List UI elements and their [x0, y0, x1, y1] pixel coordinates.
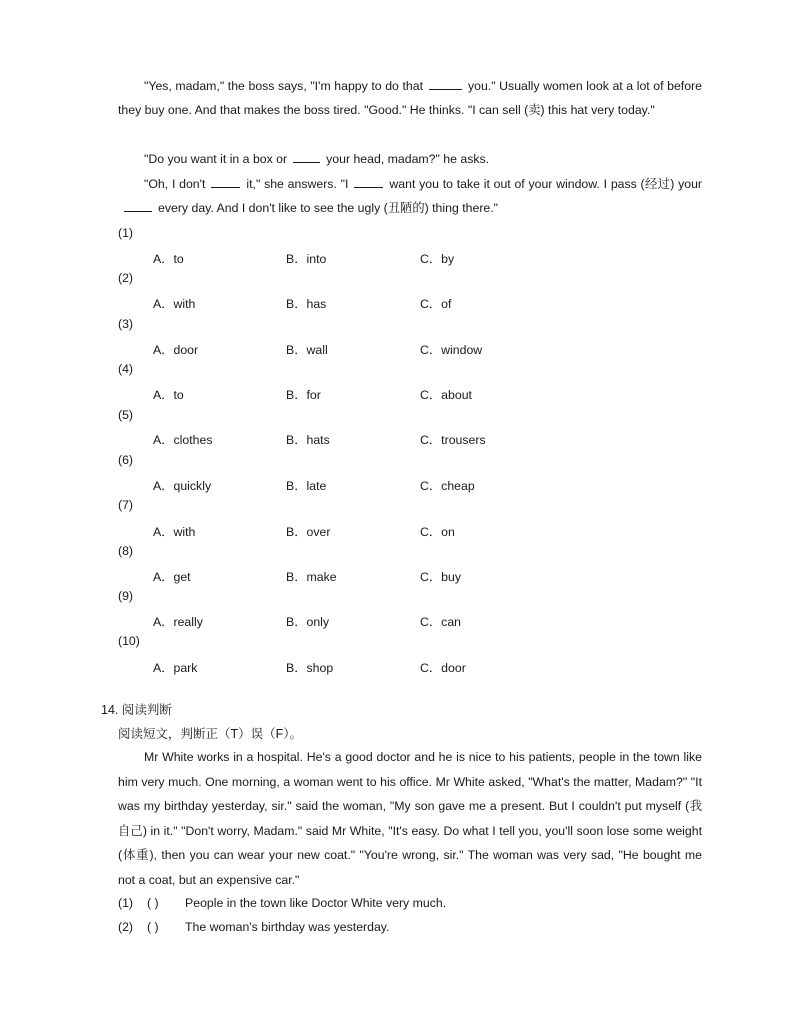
option-c[interactable]: C．of — [420, 297, 452, 311]
question-number: (2) — [118, 271, 134, 285]
question-number: (1) — [118, 226, 134, 240]
option-c[interactable]: C．trousers — [420, 433, 486, 447]
item-statement: The woman's birthday was yesterday. — [185, 920, 390, 934]
answer-parentheses[interactable]: ( ) — [147, 896, 159, 910]
section-title: 14. 阅读判断 — [101, 703, 172, 717]
question-number: (7) — [118, 498, 134, 512]
option-c[interactable]: C．buy — [420, 570, 462, 584]
reading-passage-text: Mr White works in a hospital. He's a good doctor and he is nice to his patients, people in the town like him very much. One morning, a woman went to his office. Mr White asked, "What's the matter, Madam?" "It was my birthday yesterday, sir." said the woman, "My son gave me a present. But I couldn't put myself (我自己) in it." "Don't worry, Madam." said Mr White, "It's easy. Do what I tell you, you'll soon lose some weight (体重), then you can wear your new coat." "You're wrong, sir." The woman was very sad, "He bought me not a coat, but an expensive car." — [118, 750, 702, 887]
option-b[interactable]: B．make — [286, 570, 337, 584]
passage-paragraph-1 — [118, 74, 702, 123]
section-instruction: 阅读短文，判断正（T）误（F）。 — [118, 727, 303, 741]
option-b[interactable]: B．into — [286, 252, 327, 266]
passage-text: it," she answers. "I — [246, 177, 349, 191]
option-b[interactable]: B．shop — [286, 661, 334, 675]
option-a[interactable]: A．really — [153, 615, 203, 629]
option-b[interactable]: B．only — [286, 615, 330, 629]
option-a[interactable]: A．park — [153, 661, 198, 675]
true-false-item — [118, 920, 389, 934]
reading-passage — [118, 745, 702, 892]
passage-paragraph-2 — [118, 147, 702, 171]
passage-text: "Oh, I don't — [144, 177, 206, 191]
answer-blank — [429, 77, 462, 90]
option-a[interactable]: A．with — [153, 297, 196, 311]
option-c[interactable]: C．about — [420, 388, 472, 402]
option-b[interactable]: B．hats — [286, 433, 330, 447]
option-b[interactable]: B．wall — [286, 343, 328, 357]
answer-blank — [293, 150, 320, 163]
passage-text: your head, madam?" he asks. — [326, 152, 490, 166]
option-c[interactable]: C．door — [420, 661, 466, 675]
question-number: (6) — [118, 453, 134, 467]
question-number: (3) — [118, 317, 134, 331]
option-a[interactable]: A．to — [153, 252, 184, 266]
option-a[interactable]: A．door — [153, 343, 199, 357]
question-number: (8) — [118, 544, 134, 558]
option-b[interactable]: B．has — [286, 297, 327, 311]
passage-text: "Yes, madam," the boss says, "I'm happy to do that — [144, 79, 423, 93]
answer-parentheses[interactable]: ( ) — [147, 920, 159, 934]
question-number: (5) — [118, 408, 134, 422]
option-b[interactable]: B．over — [286, 525, 331, 539]
option-a[interactable]: A．quickly — [153, 479, 212, 493]
answer-blank — [124, 199, 152, 212]
passage-text: you." Usually women look at a lot of before they buy one. And that makes the boss tired. "Good." He thinks. "I can sell (卖) this hat very today." — [118, 79, 702, 118]
passage-text: want you to take it out of your window. I pass (经过) your — [389, 177, 703, 191]
passage-text: every day. And I don't like to see the ugly (丑陋的) thing there." — [158, 201, 499, 216]
option-c[interactable]: C．cheap — [420, 479, 475, 493]
option-c[interactable]: C．can — [420, 615, 462, 629]
option-b[interactable]: B．late — [286, 479, 327, 493]
question-number: (9) — [118, 589, 134, 603]
option-c[interactable]: C．on — [420, 525, 455, 539]
item-number: (2) — [118, 920, 134, 934]
option-a[interactable]: A．clothes — [153, 433, 213, 447]
option-a[interactable]: A．get — [153, 570, 191, 584]
option-a[interactable]: A．with — [153, 525, 196, 539]
item-statement: People in the town like Doctor White very much. — [185, 896, 447, 910]
answer-blank — [211, 175, 240, 188]
option-c[interactable]: C．by — [420, 252, 455, 266]
item-number: (1) — [118, 896, 134, 910]
question-number: (10) — [118, 634, 140, 648]
option-b[interactable]: B．for — [286, 388, 321, 402]
answer-blank — [354, 175, 383, 188]
passage-text: "Do you want it in a box or — [144, 152, 288, 166]
option-c[interactable]: C．window — [420, 343, 483, 357]
option-a[interactable]: A．to — [153, 388, 184, 402]
true-false-item — [118, 896, 446, 910]
passage-paragraph-3 — [118, 172, 702, 221]
question-number: (4) — [118, 362, 134, 376]
